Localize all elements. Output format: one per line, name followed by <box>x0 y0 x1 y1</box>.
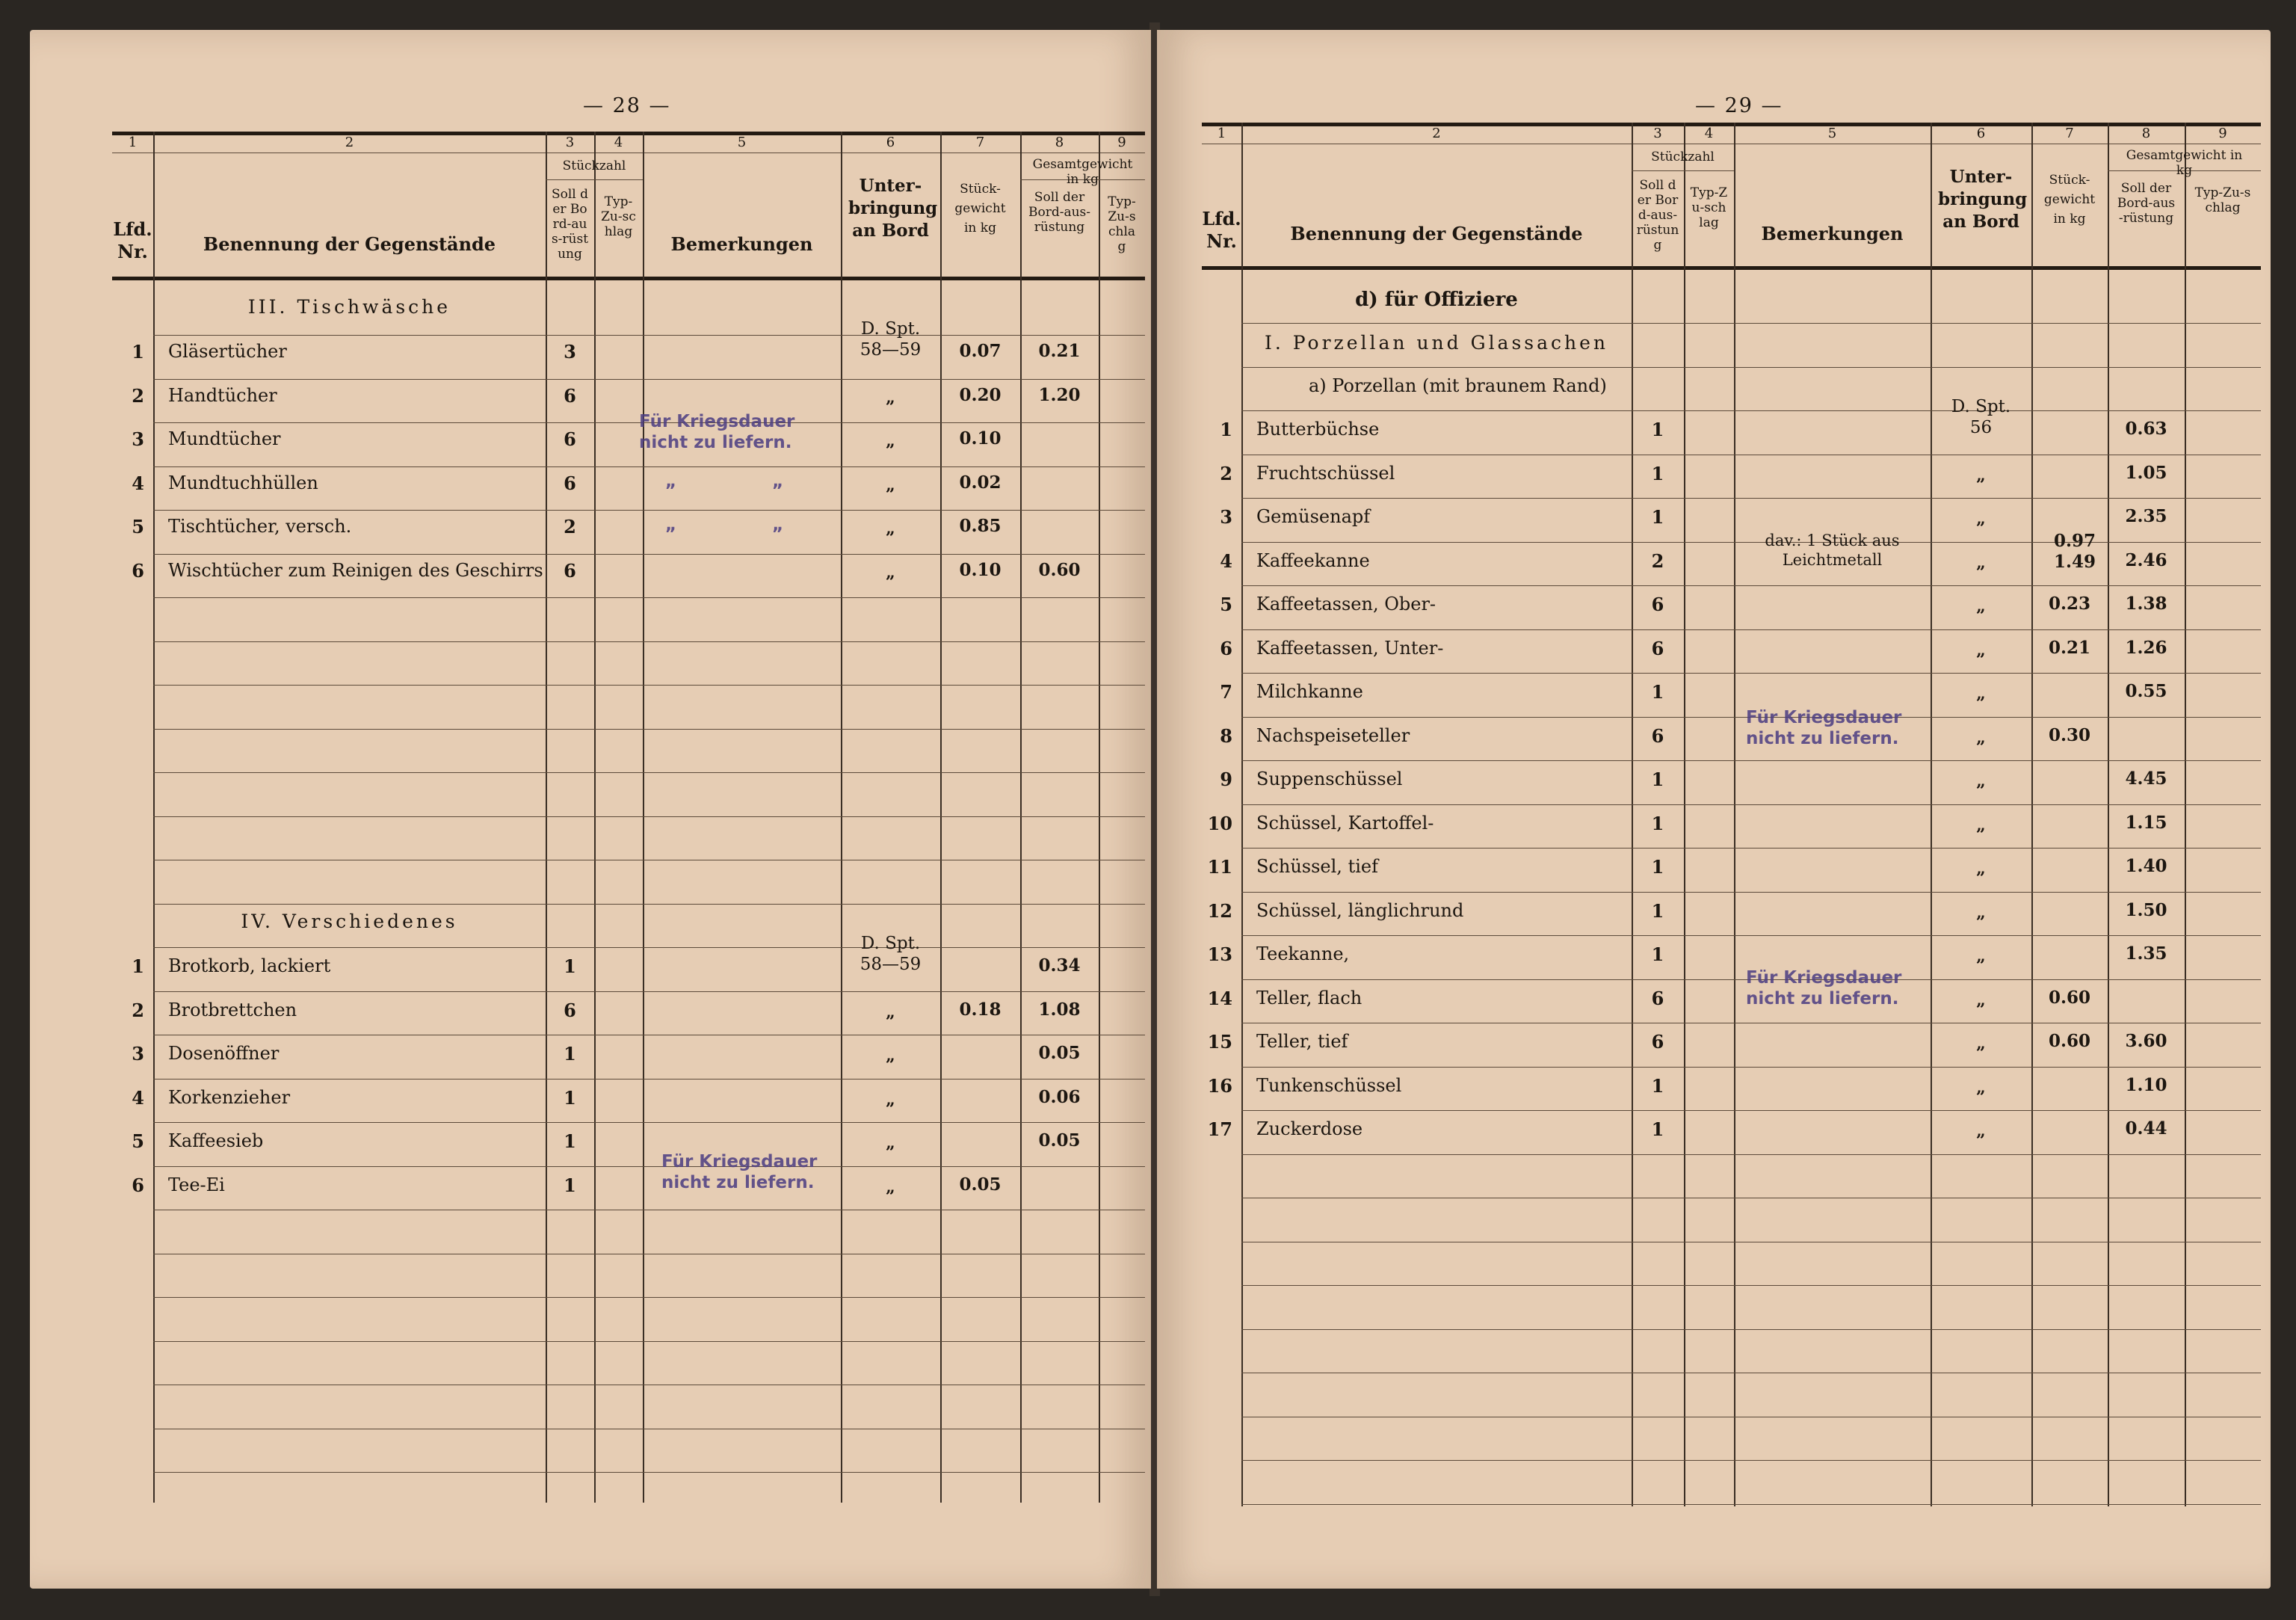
column-rule <box>2185 123 2186 1506</box>
row-number: 5 <box>132 516 144 538</box>
soll-value: 1 <box>1651 1118 1664 1140</box>
ditto-mark: „ <box>886 1133 895 1153</box>
stueckgewicht-value: 0.02 <box>959 472 1002 493</box>
item-name: Tischtücher, versch. <box>168 516 352 537</box>
column-number: 8 <box>1055 135 1064 150</box>
gesamtgewicht-value: 0.05 <box>1038 1043 1081 1063</box>
left-page <box>30 30 1151 1589</box>
stamp-line: nicht zu liefern. <box>639 433 792 452</box>
gesamtgewicht-value: 3.60 <box>2125 1031 2167 1051</box>
item-name: Teekanne, <box>1256 943 1350 964</box>
item-name: Nachspeiseteller <box>1256 724 1410 746</box>
soll-value: 6 <box>564 384 576 407</box>
ditto-mark: „ <box>1976 597 1986 616</box>
item-name: Zuckerdose <box>1256 1118 1363 1139</box>
rule-line <box>153 335 1145 336</box>
page-number: — 28 — <box>583 94 671 117</box>
rule-line <box>153 1472 1145 1473</box>
item-name: Brotkorb, lackiert <box>168 955 331 976</box>
stueckgewicht-value: 0.10 <box>959 428 1002 449</box>
ditto-stamp-marks: „ „ <box>665 515 829 535</box>
item-name: Tee-Ei <box>168 1174 225 1195</box>
row-number: 2 <box>132 384 144 407</box>
stueckgewicht-value: 0.97 1.49 <box>2054 530 2096 572</box>
soll-value: 1 <box>1651 462 1664 484</box>
ditto-mark: „ <box>1976 509 1986 529</box>
column-number: 5 <box>1827 126 1837 141</box>
column-number: 3 <box>565 135 575 150</box>
rule-line <box>1241 848 2261 849</box>
rule-line <box>1241 1460 2261 1461</box>
gesamtgewicht-value: 1.26 <box>2125 637 2167 658</box>
stueckgewicht-value: 0.07 <box>959 341 1002 361</box>
column-rule <box>1931 123 1932 1506</box>
column-number: 6 <box>1976 126 1986 141</box>
gesamtgewicht-value: 0.60 <box>1038 559 1081 580</box>
soll-value: 6 <box>1651 1031 1664 1053</box>
ditto-mark: „ <box>1976 990 1986 1010</box>
column-number: 7 <box>2065 126 2074 141</box>
rule-line <box>1241 760 2261 761</box>
soll-value: 6 <box>564 999 576 1021</box>
row-number: 1 <box>132 341 144 363</box>
header-lfd-nr: Lfd. Nr. <box>113 218 152 262</box>
ditto-mark: „ <box>1976 771 1986 791</box>
soll-value: 3 <box>564 341 576 363</box>
stueckgewicht-value: 0.30 <box>2048 724 2091 745</box>
rule-line <box>1241 1329 2261 1330</box>
item-name: Kaffeetassen, Ober- <box>1256 594 1436 615</box>
row-number: 4 <box>132 472 144 494</box>
gesamtgewicht-value: 2.46 <box>2125 549 2167 570</box>
soll-value: 1 <box>1651 1074 1664 1097</box>
ditto-mark: „ <box>1976 1121 1986 1141</box>
header-stueckzahl: Stückzahl <box>562 158 626 173</box>
item-name: Teller, tief <box>1256 1031 1348 1052</box>
column-number: 2 <box>345 135 354 150</box>
stueckgewicht-value: 0.60 <box>2048 1031 2091 1051</box>
kriegsdauer-stamp <box>639 411 794 453</box>
row-number: 11 <box>1207 856 1232 878</box>
kaffeekanne-note: dav.: 1 Stück aus Leichtmetall <box>1765 532 1900 569</box>
ditto-mark: „ <box>886 1177 895 1197</box>
gesamtgewicht-value: 0.34 <box>1038 955 1081 976</box>
stueckgewicht-value: 0.10 <box>959 559 1002 580</box>
soll-value: 1 <box>1651 943 1664 965</box>
rule-line <box>153 772 1145 773</box>
header-soll: Soll der Bord-aus-rüstung <box>551 187 589 262</box>
rule-line <box>153 466 1145 467</box>
rule-line <box>153 1341 1145 1342</box>
header-typ-weight: Typ-Zu-schlag <box>2194 185 2251 215</box>
row-number: 3 <box>1220 506 1232 528</box>
row-number: 7 <box>1220 681 1232 703</box>
column-number: 9 <box>1117 135 1126 150</box>
row-number: 17 <box>1207 1118 1232 1140</box>
header-stueckgewicht: Stück-gewicht in kg <box>2043 173 2096 227</box>
stueckgewicht-value: 0.20 <box>959 384 1002 405</box>
soll-value: 6 <box>1651 637 1664 659</box>
header-unterbringung: Unter-bringung an Bord <box>848 176 938 241</box>
rule-line <box>153 685 1145 686</box>
item-name: Kaffeetassen, Unter- <box>1256 637 1444 659</box>
header-benennung: Benennung der Gegenstände <box>203 233 496 255</box>
row-number: 14 <box>1207 987 1232 1009</box>
ditto-mark: „ <box>1976 859 1986 878</box>
kriegsdauer-stamp <box>1746 707 1901 749</box>
gesamtgewicht-value: 0.44 <box>2125 1118 2167 1139</box>
header-soll: Soll der Bord-aus-rüstung <box>1636 178 1679 253</box>
header-soll-weight: Soll der Bord-aus-rüstung <box>1028 190 1091 235</box>
ditto-mark: „ <box>886 1002 895 1022</box>
gesamtgewicht-value: 1.40 <box>2125 856 2167 876</box>
column-number: 2 <box>1432 126 1441 141</box>
gesamtgewicht-value: 0.21 <box>1038 341 1081 361</box>
item-name: Mundtücher <box>168 428 281 449</box>
gesamtgewicht-value: 1.50 <box>2125 899 2167 920</box>
soll-value: 6 <box>564 559 576 582</box>
row-number: 4 <box>132 1086 144 1109</box>
item-name: Korkenzieher <box>168 1086 291 1108</box>
ditto-mark: „ <box>1976 1034 1986 1053</box>
rule-line <box>153 1297 1145 1298</box>
header-gesamtgewicht: Gesamtgewicht in kg <box>2126 148 2243 178</box>
section-title: d) für Offiziere <box>1355 289 1518 311</box>
gesamtgewicht-value: 1.38 <box>2125 594 2167 614</box>
gesamtgewicht-value: 1.08 <box>1038 999 1081 1020</box>
item-name: Suppenschüssel <box>1256 769 1403 789</box>
rule-line <box>1241 1110 2261 1111</box>
rule-line <box>1241 935 2261 936</box>
inventory-table-left <box>30 30 1151 1589</box>
item-name: Schüssel, länglichrund <box>1256 899 1464 921</box>
stamp-line: nicht zu liefern. <box>1746 729 1899 748</box>
column-number: 8 <box>2141 126 2151 141</box>
ditto-stamp-marks: „ „ <box>665 472 829 491</box>
ditto-mark: „ <box>886 1046 895 1065</box>
stueckgewicht-value: 0.85 <box>959 516 1002 536</box>
row-number: 2 <box>132 999 144 1021</box>
rule-line <box>1241 1285 2261 1286</box>
ditto-mark: „ <box>1976 815 1986 835</box>
rule-line <box>153 904 1145 905</box>
row-number: 6 <box>132 1174 144 1196</box>
column-number: 5 <box>737 135 747 150</box>
row-number: 9 <box>1220 769 1232 790</box>
stamp-line: Für Kriegsdauer <box>1746 968 1902 988</box>
stueckgewicht-value: 0.05 <box>959 1174 1002 1195</box>
row-number: 4 <box>1220 549 1232 572</box>
rule-line <box>153 816 1145 817</box>
row-number: 5 <box>1220 594 1232 615</box>
ditto-mark: „ <box>886 519 895 538</box>
column-number: 4 <box>1704 126 1714 141</box>
header-stueckgewicht: Stück-gewicht in kg <box>954 182 1006 235</box>
gesamtgewicht-value: 0.63 <box>2125 419 2167 439</box>
soll-value: 1 <box>1651 681 1664 703</box>
column-rule <box>1734 123 1735 1506</box>
soll-value: 1 <box>1651 812 1664 834</box>
rule-line <box>1241 1504 2261 1505</box>
row-number: 8 <box>1220 724 1232 747</box>
column-number: 1 <box>128 135 138 150</box>
kriegsdauer-stamp <box>661 1151 817 1193</box>
right-page <box>1157 30 2271 1589</box>
ditto-mark: „ <box>1976 465 1986 485</box>
row-number: 5 <box>132 1130 144 1152</box>
header-bemerkungen: Bemerkungen <box>1761 223 1904 244</box>
item-name: Kaffeesieb <box>168 1130 264 1151</box>
item-name: Gläsertücher <box>168 341 287 362</box>
rule-line <box>153 991 1145 992</box>
column-rule <box>1684 123 1685 1506</box>
soll-value: 1 <box>564 1130 576 1152</box>
soll-value: 6 <box>1651 987 1664 1009</box>
column-number: 6 <box>886 135 895 150</box>
item-name: Wischtücher zum Reinigen des Geschirrs <box>168 559 543 581</box>
row-number: 13 <box>1207 943 1232 965</box>
inventory-table-right <box>1157 30 2271 1589</box>
rule-line <box>153 510 1145 511</box>
column-number: 9 <box>2218 126 2227 141</box>
rule-line <box>153 554 1145 555</box>
column-number: 7 <box>975 135 985 150</box>
item-name: Brotbrettchen <box>168 999 297 1020</box>
item-name: Kaffeekanne <box>1256 549 1370 571</box>
rule-line <box>153 597 1145 598</box>
rule-line <box>1241 892 2261 893</box>
ditto-mark: „ <box>1976 1077 1986 1097</box>
soll-value: 1 <box>564 1043 576 1065</box>
gesamtgewicht-value: 1.10 <box>2125 1074 2167 1095</box>
soll-value: 6 <box>564 472 576 494</box>
rule-line <box>1241 323 2261 324</box>
page-number: — 29 — <box>1695 94 1783 117</box>
gesamtgewicht-value: 2.35 <box>2125 506 2167 526</box>
rule-line <box>153 1166 1145 1167</box>
header-typ-weight: Typ-Zu-schlag <box>1108 194 1136 254</box>
item-name: Dosenöffner <box>168 1043 280 1064</box>
header-stueckzahl: Stückzahl <box>1651 150 1715 164</box>
unterbringung-value: D. Spt. 56 <box>1951 397 2011 437</box>
row-number: 1 <box>132 955 144 977</box>
gesamtgewicht-value: 0.05 <box>1038 1130 1081 1151</box>
row-number: 15 <box>1207 1031 1232 1053</box>
item-name: Schüssel, tief <box>1256 856 1378 877</box>
rule-line <box>1241 629 2261 630</box>
rule-line <box>546 179 643 180</box>
ditto-mark: „ <box>1976 946 1986 966</box>
unterbringung-value: D. Spt. 58—59 <box>860 934 922 974</box>
gesamtgewicht-value: 1.15 <box>2125 812 2167 833</box>
rule-line <box>153 947 1145 948</box>
item-name: Tunkenschüssel <box>1256 1074 1402 1096</box>
row-number: 6 <box>132 559 144 582</box>
column-number: 1 <box>1217 126 1226 141</box>
ditto-mark: „ <box>1976 727 1986 748</box>
stamp-line: Für Kriegsdauer <box>1746 708 1902 727</box>
stamp-line: nicht zu liefern. <box>1746 989 1899 1008</box>
gesamtgewicht-value: 4.45 <box>2125 769 2167 789</box>
header-soll-weight: Soll der Bord-aus-rüstung <box>2117 181 2176 226</box>
rule-line <box>153 1122 1145 1123</box>
rule-line <box>1202 266 2261 270</box>
item-name: Handtücher <box>168 384 277 406</box>
rule-line <box>1241 1154 2261 1155</box>
item-name: Butterbüchse <box>1256 419 1380 440</box>
column-number: 3 <box>1653 126 1662 141</box>
soll-value: 1 <box>564 1086 576 1109</box>
rule-line <box>1241 585 2261 586</box>
item-name: Mundtuchhüllen <box>168 472 318 493</box>
soll-value: 2 <box>564 516 576 538</box>
row-number: 16 <box>1207 1074 1232 1097</box>
row-number: 3 <box>132 1043 144 1065</box>
header-typ: Typ-Zu-schlag <box>601 194 636 239</box>
header-unterbringung: Unter-bringung an Bord <box>1938 167 2028 232</box>
soll-value: 6 <box>1651 594 1664 615</box>
column-rule <box>2031 123 2033 1506</box>
section-title: III. Tischwäsche <box>247 296 451 318</box>
gesamtgewicht-value: 1.05 <box>2125 462 2167 483</box>
rule-line <box>1241 1067 2261 1068</box>
column-rule <box>1241 123 1243 1506</box>
row-number: 10 <box>1207 812 1232 834</box>
item-name: Teller, flach <box>1256 987 1363 1008</box>
stamp-line: nicht zu liefern. <box>661 1173 815 1192</box>
ditto-mark: „ <box>1976 640 1986 660</box>
item-name: Milchkanne <box>1256 681 1363 702</box>
gesamtgewicht-value: 1.20 <box>1038 384 1081 405</box>
rule-line <box>153 641 1145 642</box>
stueckgewicht-value: 0.23 <box>2048 594 2091 614</box>
soll-value: 6 <box>1651 724 1664 747</box>
soll-value: 1 <box>1651 856 1664 878</box>
soll-value: 1 <box>1651 769 1664 790</box>
rule-line <box>153 729 1145 730</box>
header-typ: Typ-Zu-schlag <box>1690 185 1728 230</box>
unterbringung-value: D. Spt. 58—59 <box>860 319 922 360</box>
soll-value: 6 <box>564 428 576 450</box>
subsection-title: I. Porzellan und Glassachen <box>1264 332 1609 354</box>
stamp-line: Für Kriegsdauer <box>661 1152 818 1171</box>
stueckgewicht-value: 0.21 <box>2048 637 2091 658</box>
soll-value: 1 <box>1651 506 1664 528</box>
rule-line <box>1241 673 2261 674</box>
ditto-mark: „ <box>886 1089 895 1109</box>
row-number: 1 <box>1220 419 1232 440</box>
item-name: Fruchtschüssel <box>1256 462 1395 484</box>
item-name: Gemüsenapf <box>1256 506 1371 527</box>
rule-line <box>1241 410 2261 411</box>
soll-value: 2 <box>1651 549 1664 572</box>
rule-line <box>1241 804 2261 805</box>
rule-line <box>153 1079 1145 1080</box>
item-name: Schüssel, Kartoffel- <box>1256 812 1434 834</box>
header-lfd-nr: Lfd. Nr. <box>1202 208 1241 252</box>
soll-value: 1 <box>1651 419 1664 440</box>
ditto-mark: „ <box>886 431 895 451</box>
soll-value: 1 <box>564 955 576 977</box>
rule-line <box>153 379 1145 380</box>
header-gesamtgewicht: Gesamtgewicht in kg <box>1032 157 1133 187</box>
header-benennung: Benennung der Gegenstände <box>1290 223 1583 244</box>
gesamtgewicht-value: 0.55 <box>2125 681 2167 701</box>
stamp-line: Für Kriegsdauer <box>639 412 795 431</box>
rule-line <box>1632 170 1734 171</box>
soll-value: 1 <box>1651 899 1664 922</box>
row-number: 3 <box>132 428 144 450</box>
ditto-mark: „ <box>886 387 895 407</box>
soll-value: 1 <box>564 1174 576 1196</box>
row-number: 2 <box>1220 462 1232 484</box>
section-title: IV. Verschiedenes <box>241 911 458 932</box>
rule-line <box>1241 498 2261 499</box>
stueckgewicht-value: 0.18 <box>959 999 1002 1020</box>
row-number: 6 <box>1220 637 1232 659</box>
row-number: 12 <box>1207 899 1232 922</box>
kriegsdauer-stamp <box>1746 967 1901 1009</box>
column-number: 4 <box>614 135 623 150</box>
ditto-mark: „ <box>1976 684 1986 703</box>
stueckgewicht-value: 0.60 <box>2048 987 2091 1008</box>
rule-line <box>1241 367 2261 368</box>
subsubsection-title: a) Porzellan (mit braunem Rand) <box>1309 375 1607 396</box>
ditto-mark: „ <box>1976 552 1986 573</box>
ditto-mark: „ <box>1976 902 1986 923</box>
ditto-mark: „ <box>886 475 895 495</box>
header-bemerkungen: Bemerkungen <box>670 233 813 255</box>
ditto-mark: „ <box>886 562 895 582</box>
rule-line <box>112 277 1145 280</box>
gesamtgewicht-value: 0.06 <box>1038 1086 1081 1107</box>
gesamtgewicht-value: 1.35 <box>2125 943 2167 964</box>
